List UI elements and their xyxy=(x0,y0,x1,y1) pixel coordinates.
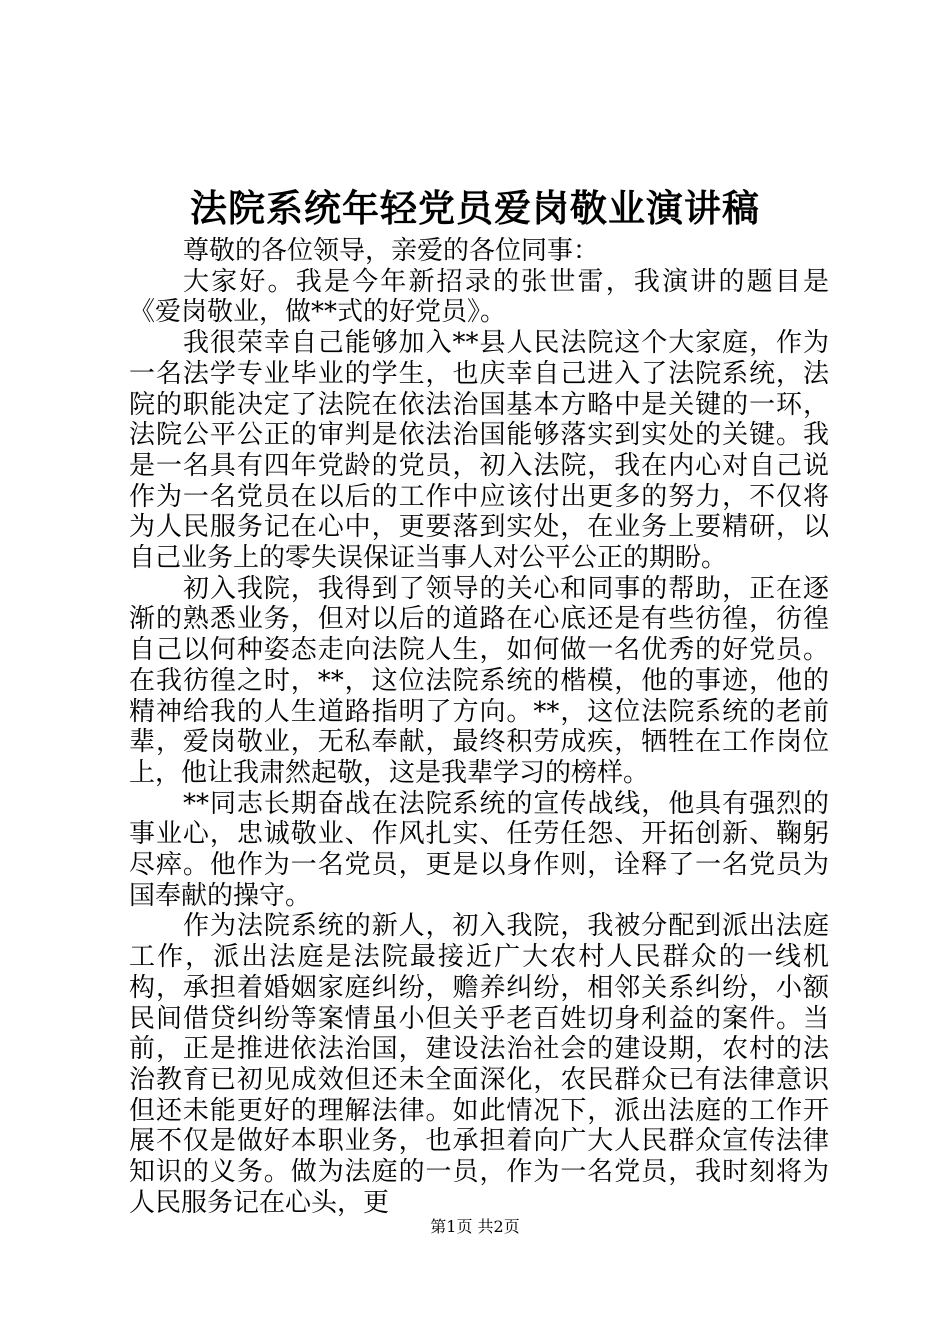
paragraph-court-work: 作为法院系统的新人，初入我院，我被分配到派出法庭工作，派出法庭是法院最接近广大农村人民群众的一线机构，承担着婚姻家庭纠纷，赡养纠纷，相邻关系纠纷，小额民间借贷纠纷等案情虽小但关乎老百姓切身利益的案件。当前，正是推进依法治国，建设法治社会的建设期，农村的法治教育已初见成效但还未全面深化，农民群众已有法律意识但还未能更好的理解法律。如此情况下，派出法庭的工作开展不仅是做好本职业务，也承担着向广大人民群众宣传法律知识的义务。做为法庭的一员，作为一名党员，我时刻将为人民服务记在心头，更 xyxy=(129,911,829,1218)
page-number-footer: 第1页 共2页 xyxy=(430,1217,520,1236)
paragraph-greeting: 大家好。我是今年新招录的张世雷，我演讲的题目是《爱岗敬业，做**式的好党员》。 xyxy=(129,266,829,328)
paragraph-comrade: **同志长期奋战在法院系统的宣传战线，他具有强烈的事业心，忠诚敬业、作风扎实、任劳任怨、开拓创新、鞠躬尽瘁。他作为一名党员，更是以身作则，诠释了一名党员为国奉献的操守。 xyxy=(129,788,829,911)
document-title: 法院系统年轻党员爱岗敬业演讲稿 xyxy=(190,186,760,230)
document-body xyxy=(129,236,829,1219)
paragraph-introduction: 我很荣幸自己能够加入**县人民法院这个大家庭，作为一名法学专业毕业的学生，也庆幸自己进入了法院系统，法院的职能决定了法院在依法治国基本方略中是关键的一环，法院公平公正的审判是依法治国能够落实到实处的关键。我是一名具有四年党龄的党员，初入法院，我在内心对自己说作为一名党员在以后的工作中应该付出更多的努力，不仅将为人民服务记在心中，更要落到实处，在业务上要精研，以自己业务上的零失误保证当事人对公平公正的期盼。 xyxy=(129,328,829,574)
paragraph-salutation: 尊敬的各位领导，亲爱的各位同事： xyxy=(183,236,600,266)
paragraph-role-model: 初入我院，我得到了领导的关心和同事的帮助，正在逐渐的熟悉业务，但对以后的道路在心底还是有些彷徨，彷徨自己以何种姿态走向法院人生，如何做一名优秀的好党员。在我彷徨之时，**，这位法院系统的楷模，他的事迹，他的精神给我的人生道路指明了方向。**，这位法院系统的老前辈，爱岗敬业，无私奉献，最终积劳成疾，牺牲在工作岗位上，他让我肃然起敬，这是我辈学习的榜样。 xyxy=(129,573,829,788)
